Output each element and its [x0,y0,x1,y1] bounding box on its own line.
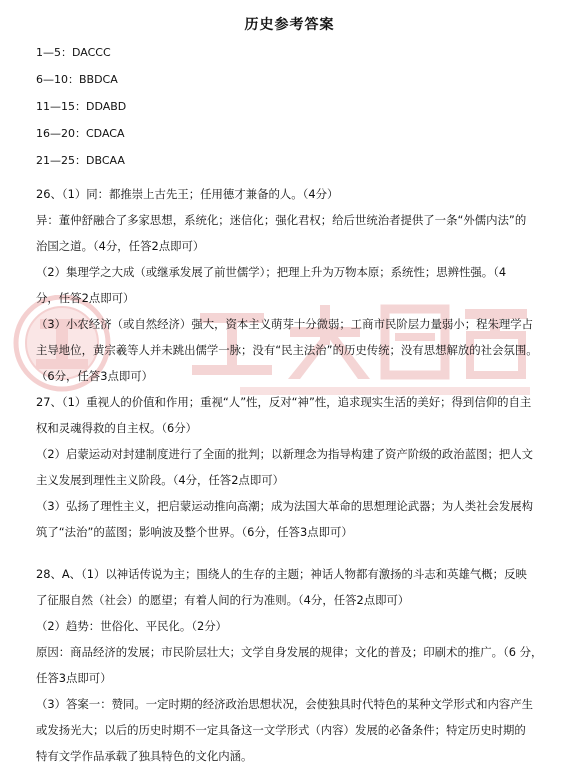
answer-line: 26、（1）同：都推崇上古先王；任用德才兼备的人。（4分） [36,187,339,201]
answer-line: （3）弘扬了理性主义，把启蒙运动推向高潮；成为法国大革命的思想理论武器；为人类社会发展构 [36,499,534,513]
answer-line: （6分，任答3点即可） [36,369,154,383]
answer-line: 分，任答2点即可） [36,291,135,305]
answer-line: 原因：商品经济的发展；市民阶层壮大；文学自身发展的规律；文化的普及；印刷术的推广。（6 分， [36,645,543,659]
answer-line: 27、（1）重视人的价值和作用；重视“人”性，反对“神”性，追求现实生活的美好；得到信仰的自主 [36,395,532,409]
answer-line: 主义发展到理性主义阶段。（4分，任答2点即可） [36,473,284,487]
answer-line: 28、A、（1）以神话传说为主；围绕人的生存的主题；神话人物都有激扬的斗志和英雄气概；反映 [36,567,527,581]
mc-answer-row: 11—15：DDABD [36,100,127,113]
answer-line: 或发扬光大；以后的历史时期不一定具备这一文学形式（内容）发展的必备条件；特定历史时期的 [36,723,526,737]
mc-answer-row: 6—10：BBDCA [36,73,118,86]
question-26 [36,181,543,389]
answer-line: 治国之道。（4分，任答2点即可） [36,239,205,253]
answer-line: 异：董仲舒融合了多家思想，系统化；迷信化；强化君权；给后世统治者提供了一条“外儒内法”的 [36,213,527,227]
answer-line: 特有文学作品承载了独具特色的文化内涵。 [36,749,253,763]
multiple-choice-answers [36,46,543,168]
answer-line: （2）启蒙运动对封建制度进行了全面的批判；以新理念为指导构建了资产阶级的政治蓝图；把人文 [36,447,534,461]
mc-answer-row: 21—25：DBCAA [36,154,125,167]
answer-line: 任答3点即可） [36,671,112,685]
answer-line: 权和灵魂得救的自主权。（6分） [36,421,198,435]
answer-line: （3）答案一：赞同。一定时期的经济政治思想状况，会使独具时代特色的某种文学形式和内容产生 [36,697,534,711]
question-28 [36,561,543,763]
answer-line: （3）小农经济（或自然经济）强大，资本主义萌芽十分微弱；工商市民阶层力量弱小；程朱理学占 [36,317,534,331]
mc-answer-row: 1—5：DACCC [36,46,111,59]
mc-answer-row: 16—20：CDACA [36,127,125,140]
answer-line: （2）趋势：世俗化、平民化。（2分） [36,619,228,633]
page-title: 历史参考答案 [244,17,335,33]
question-27 [36,389,543,545]
answer-line: 筑了“法治”的蓝图；影响波及整个世界。（6分，任答3点即可） [36,525,353,539]
answer-line: 主导地位，黄宗羲等人并未跳出儒学一脉；没有“民主法治”的历史传统；没有思想解放的社会氛围。 [36,343,538,357]
answer-line: （2）集理学之大成（或继承发展了前世儒学）；把理上升为万物本原；系统性；思辨性强。（4 [36,265,507,279]
section-gap [36,545,543,561]
answer-line: 了征服自然（社会）的愿望；有着人间的行为准则。（4分，任答2点即可） [36,593,410,607]
